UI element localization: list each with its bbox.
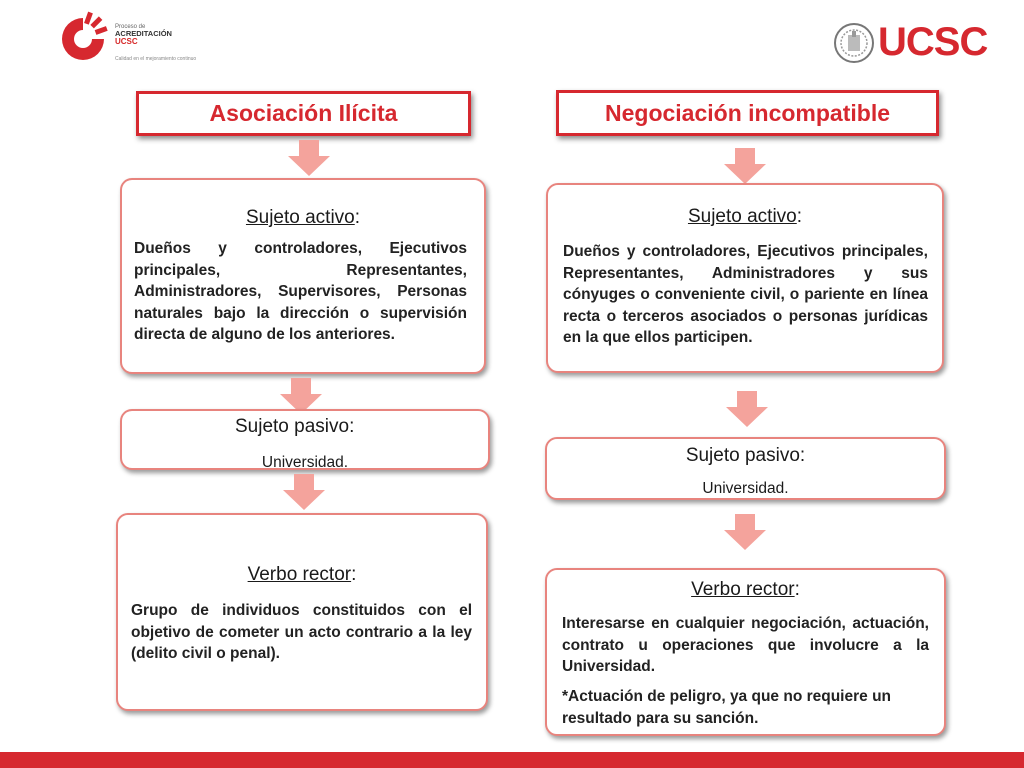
accreditation-wordmark [115,24,205,47]
left-verb-text: Grupo de individuos constituidos con el objetivo de cometer un acto contrario a la ley (delito civil o penal). [131,602,472,662]
right-active-heading: Sujeto activo: [687,206,803,227]
left-active-subject-box [120,178,486,374]
down-arrow-icon [288,140,330,176]
left-passive-heading: Sujeto pasivo: [235,416,355,437]
left-active-heading: Sujeto activo: [245,207,361,228]
right-title: Negociación incompatible [605,99,890,126]
down-arrow-icon [724,148,766,184]
right-verb-heading: Verbo rector: [691,579,800,600]
left-title: Asociación Ilícita [209,100,398,126]
left-title-box [136,91,471,136]
right-title-box [556,90,939,136]
right-passive-heading: Sujeto pasivo: [685,445,806,466]
down-arrow-icon [726,391,768,427]
right-passive-text: Universidad. [702,480,789,497]
down-arrow-icon [283,474,325,510]
left-verb-heading: Verbo rector: [247,564,357,585]
university-seal-icon [833,22,875,64]
left-active-text: Dueños y controladores, Ejecutivos principales, Representantes, Administradores, Supervisores, Personas naturales bajo la dirección o supervisión directa de alguno de los anteriores. [134,240,467,343]
accreditation-tagline: Calidad en el mejoramiento continuo [115,56,197,62]
accreditation-line2: ACREDITACIÓN [115,29,172,39]
accreditation-line1: Proceso de [115,24,146,30]
university-logo-text: UCSC [878,20,988,64]
right-active-text: Dueños y controladores, Ejecutivos principales, Representantes, Administradores y sus cónyuges o conveniente civil, o pariente en línea recta o terceros asociados o personas jurídicas en la que ellos participen. [563,243,928,346]
right-verb-note: *Actuación de peligro, ya que no requiere un resultado para su sanción. [562,688,892,727]
footer-bar [0,752,1024,768]
left-passive-subject-box [120,409,490,470]
left-passive-text: Universidad. [261,454,349,471]
right-verb-box [545,568,946,736]
accreditation-line3: UCSC [115,37,138,47]
right-verb-text: Interesarse en cualquier negociación, actuación, contrato u operaciones que involucre a la Universidad. [562,615,929,675]
right-active-subject-box [546,183,944,373]
right-passive-subject-box [545,437,946,500]
accreditation-logo-icon [54,10,112,68]
left-verb-box [116,513,488,711]
down-arrow-icon [724,514,766,550]
